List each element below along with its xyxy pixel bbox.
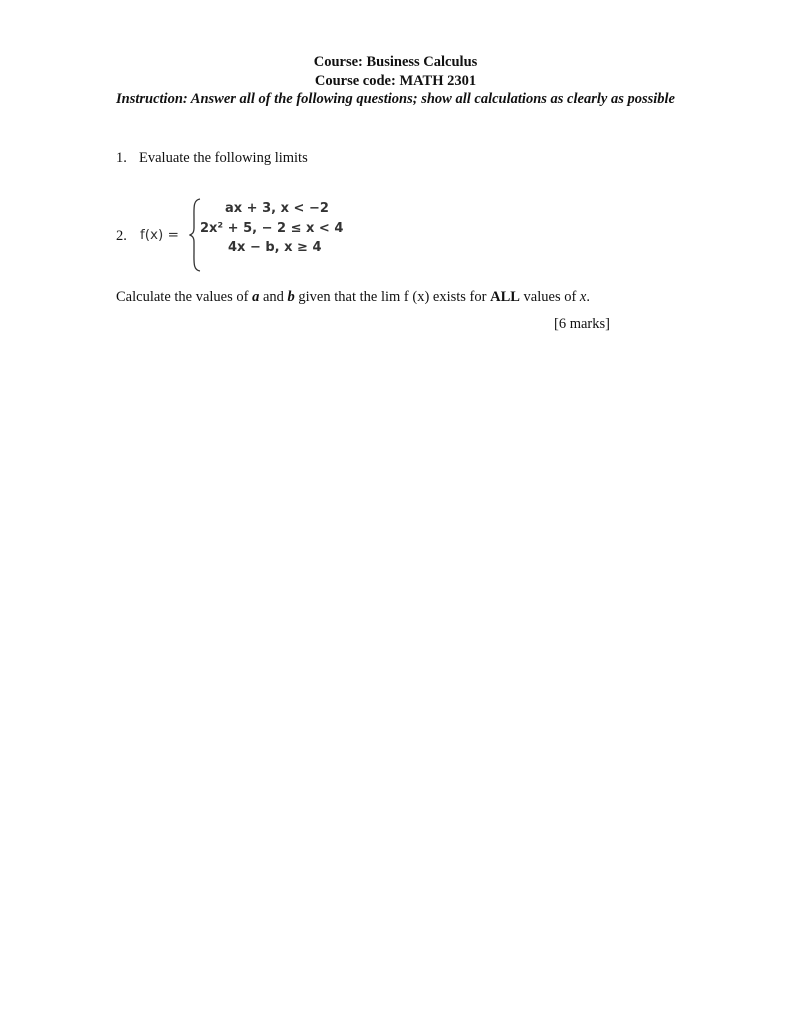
course-code: Course code: MATH 2301 xyxy=(314,72,477,89)
question-2-number: 2. xyxy=(116,228,127,244)
question-1 xyxy=(116,150,308,167)
piecewise-case-3: 4x − b, x ≥ 4 xyxy=(228,240,322,255)
emphasis-all: ALL xyxy=(490,289,520,305)
marks-label: [6 marks] xyxy=(554,316,610,332)
sentence-part: given that the xyxy=(294,289,381,305)
instruction-text: Instruction: Answer all of the following questions; show all calculations as clearly as possible xyxy=(115,91,675,107)
sentence-part: exists for xyxy=(429,289,491,305)
variable-a: a xyxy=(252,289,260,305)
function-label: f(x) = xyxy=(140,227,179,243)
variable-x: x xyxy=(579,289,587,305)
sentence-part: . xyxy=(586,289,590,305)
question-2-text xyxy=(116,289,590,306)
question-1-number: 1. xyxy=(116,150,127,166)
course-title: Course: Business Calculus xyxy=(313,54,478,70)
piecewise-case-2: 2x² + 5, − 2 ≤ x < 4 xyxy=(200,221,344,236)
piecewise-case-1: ax + 3, x < −2 xyxy=(225,201,329,216)
limit-expression: lim f (x) xyxy=(380,289,430,305)
variable-b: b xyxy=(287,289,295,305)
sentence-part: values of xyxy=(519,289,580,305)
sentence-part: and xyxy=(259,289,288,305)
sentence-part: Calculate the values of xyxy=(116,289,253,305)
question-1-text: Evaluate the following limits xyxy=(139,150,308,166)
document-header xyxy=(0,53,791,109)
question-2-equation xyxy=(116,196,416,274)
